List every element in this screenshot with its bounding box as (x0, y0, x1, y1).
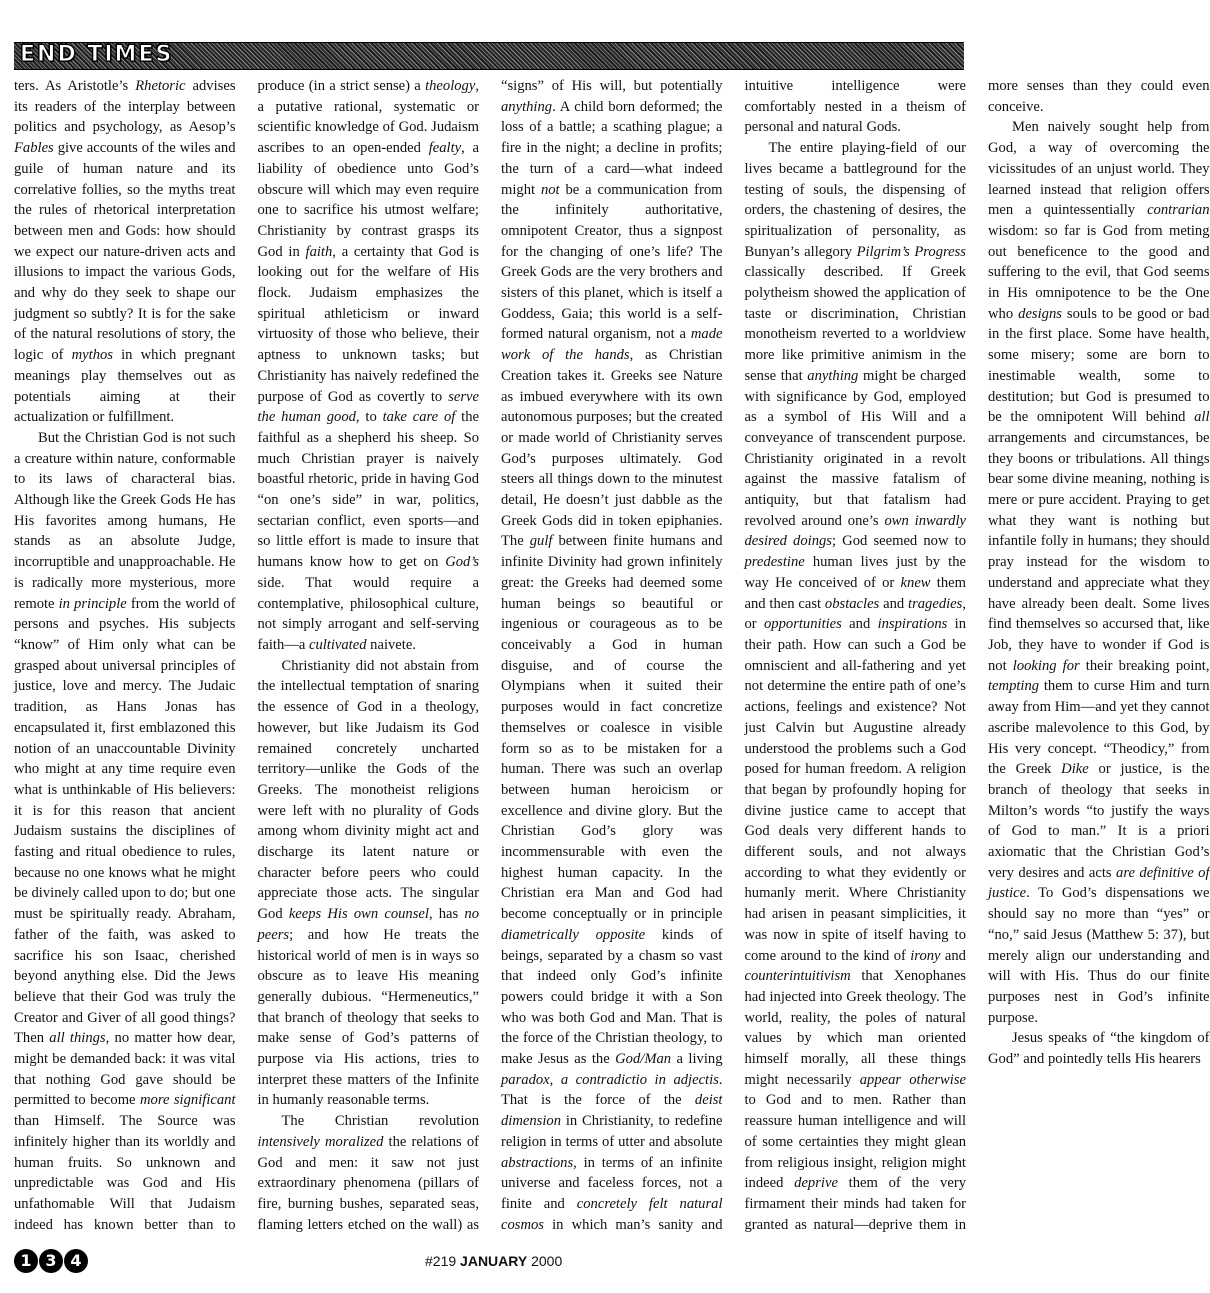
issue-month: JANUARY (460, 1253, 528, 1269)
article-paragraph: Christianity did not abstain from the intellectual temptation of snaring the essence of God in a theology, however, but like Judaism its God remained concretely uncharted territory—unlike the Gods of the Greeks. The monotheist religions were left with no plurality of Gods among whom divinity might act and discharge its latent nature or character before peers who could appreciate those acts. The singular God keeps His own counsel, has no peers; and how He treats the historical world of men is in ways so obscure as to leave His meaning generally dubious. “Hermeneutics,” that branch of theology that seeks to make sense of God’s patterns of purpose via His actions, tries to interpret these matters of the Infinite in humanly reasonable terms. (257, 657, 479, 1109)
page-number-digit: 1 (14, 1249, 38, 1273)
issue-year: 2000 (531, 1253, 563, 1269)
article-paragraph: The Christian revolution intensively moralized the relations of God and men: it saw not just extraordinary phenomena (pillars of fire, burning bushes, separated seas, flaming letters etched on the wall) as “signs” of His will, but potentially anything. A child born deformed; the loss of a battle; a scathing plague; a fire in the night; a decline in profits; the turn of a card—what indeed might not be a communication from the infinitely authoritative, omnipotent Creator, thus a signpost for the changing of one’s life? The Greek Gods are the very brothers and sisters of this planet, which is itself a Goddess, Gaia; this world is a self-formed natural organism, not a made work of the hands, as Christian Creation takes it. Greeks see Nature as imbued everywhere with its own autonomous purposes; but the created or made world of Christianity serves God’s purposes ultimately. God steers all things down to the minutest detail, He doesn’t just dabble as the Greek Gods did in token epiphanies. The gulf between finite humans and infinite Divinity had grown infinitely great: the Greeks had deemed some human beings so beautiful or ingenious or courageous as to be conceivably a God in human disguise, and of course the Olympians when it suited their purposes would in fact concretize themselves or coalesce in visible form so as to be mistaken for a human. There was such an overlap between human heroicism or excellence and divine glory. But the Christian God’s glory was incommensurable with even the highest human capacity. In the Christian era Man and God had become conceptually or in principle diametrically opposite kinds of beings, separated by a chasm so vast that indeed only God’s infinite powers could bridge it with a Son who was both God and Man. That is the force of the Christian theology, to make Jesus as the God/Man a living paradox, a contradictio in adjectis. That is the force of the deist dimension in Christianity, to redefine religion in terms of utter and absolute abstractions, in terms of an infinite universe and faceless forces, not a finite and concretely felt natural cosmos in which man’s sanity and intuitive intelligence were comfortably nested in a theism of personal and natural Gods. (257, 78, 966, 1233)
page-number-digit: 3 (39, 1249, 63, 1273)
article-paragraph: The entire playing-field of our lives became a battleground for the testing of souls, the dispensing of orders, the chastening of desires, the spiritualization of personality, as Bunyan’s allegory Pilgrim’s Progress classically described. If Greek polytheism showed the application of taste or discrimination, Christian monotheism reverted to a worldview more like primitive animism in the sense that anything might be charged with significance by God, employed as a symbol of His Will and a conveyance of transcendent purpose. Christianity originated in a revolt against the massive fatalism of antiquity, but that fatalism had revolved around one’s own inwardly desired doings; God seemed now to predestine human lives just by the way He conceived of or knew them and then cast obstacles and tragedies, or opportunities and inspirations in their path. How can such a God be omniscient and all-fathering and yet not determine the entire path of one’s actions, feelings and existence? Not just Calvin but Augustine already understood the problems such a God posed for human freedom. A religion that began by profoundly hoping for divine justice came to accept that God deals very different hands to different souls, and not always according to what they evidently or humanly merit. Where Christianity had arisen in peasant simplicities, it was now in spite of itself having to come around to the kind of irony and counterintuitivism that Xenophanes had injected into Greek theology. The world, reality, the poles of natural values by which man oriented himself morally, all these things might necessarily appear otherwise to God and to men. Rather than reassure human intelligence and will of some certainties they might glean from religious insight, religion might indeed deprive them of the very firmament their minds had taken for granted as natural—deprive them in more senses than they could even conceive. (744, 78, 1210, 1233)
page-number-digit: 4 (64, 1249, 88, 1273)
issue-line (425, 1253, 562, 1269)
section-title: END TIMES (20, 42, 174, 67)
article-paragraph: Jesus speaks of “the kingdom of God” and pointedly tells His hearers (988, 1030, 1210, 1068)
article-paragraph: Men naively sought help from God, a way of overcoming the vicissitudes of an unjust world. They learned instead that religion offers men a quintessentially contrarian wisdom: so far is God from meting out beneficence to the good and suffering to the evil, that God seems in His omnipotence to be the One who designs souls to be good or bad in the first place. Some have health, some misery; some are born to inestimable wealth, some to destitution; but God is presumed to be the omnipotent Will behind all arrangements and circumstances, be they boons or tribulations. All things bear some divine meaning, nothing is mere or pure accident. Praying to get what they want is nothing but infantile folly in humans; they should pray instead for the wisdom to understand and appreciate what they have already been dealt. Some lives find themselves so accursed that, like Job, they have to wonder if God is not looking for their breaking point, tempting them to curse Him and turn away from Him—and yet they cannot ascribe malevolence to this God, by His very concept. “Theodicy,” from the Greek Dike or justice, is the branch of theology that seeks in Milton’s words “to justify the ways of God to man.” It is a priori axiomatic that the Christian God’s very desires and acts are definitive of justice. To God’s dispensations we should say no more than “yes” or “no,” said Jesus (Matthew 5: 37), but merely align our understanding and will with His. Thus do our finite purposes nest in God’s infinite purpose. (988, 119, 1210, 1026)
article-paragraph: But the Christian God is not such a creature within nature, conformable to its laws of characteral bias. Although like the Greek Gods He has His favorites among humans, He stands as an absolute Judge, incorruptible and unapproachable. He is radically more mysterious, more remote in principle from the world of persons and psyches. His subjects “know” of Him only what can be grasped about universal principles of justice, love and mercy. The Judaic tradition, as Hans Jonas has encapsulated it, first emblazoned this notion of an unaccountable Divinity who might at any time require even what is unthinkable of His believers: it is for this reason that ancient Judaism sustains the disciplines of fasting and ritual obedience to rules, because no one knows what he might be divinely called upon to do; but one must be spiritually ready. Abraham, father of the faith, was asked to sacrifice his son Isaac, cherished beyond anything else. Did the Jews believe that their God was truly the Creator and Giver of all good things? Then all things, no matter how dear, might be demanded back: it was vital that nothing God gave should be permitted to become more significant than Himself. The Source was infinitely higher than its worldly and human fruits. So unknown and unpredictable was God and His unfathomable Will that Judaism indeed has known better than to produce (in a strict sense) a theology, a putative rational, systematic or scientific knowledge of God. Judaism ascribes to an open-ended fealty, a liability of obedience unto God’s obscure will which may even require one to sacrifice his utmost welfare; Christianity by contrast grasps its God in faith, a certainty that God is looking out for the welfare of His flock. Judaism emphasizes the spiritual athleticism or inward virtuosity of those who believe, their aptness to unknown tasks; but Christianity has naively redefined the purpose of God as covertly to serve the human good, to take care of the faithful as a shepherd his sheep. So much Christian prayer is naively boastful rhetoric, pride in having God “on one’s side” in war, politics, sectarian conflict, even sports—and so little effort is made to insure that humans know how to get on God’s side. That would require a contemplative, philosophical culture, not simply arrogant and self-serving faith—a cultivated naivete. (14, 78, 480, 1233)
article-body (14, 76, 1210, 1246)
page-number (14, 1249, 88, 1273)
issue-number: #219 (425, 1253, 457, 1269)
article-paragraph: ters. As Aristotle’s Rhetoric advises its readers of the interplay between politics and psychology, as Aesop’s Fables give accounts of the wiles and guile of human nature and its correlative follies, so the myths treat the rules of rhetorical interpretation between men and Gods: how should we expect our nature-driven acts and illusions to impact the various Gods, and why do they seek to shape our judgment so subtly? It is for the sake of the natural resolutions of story, the logic of mythos in which pregnant meanings play themselves out as potentials aiming at their actualization or fulfillment. (14, 78, 236, 426)
